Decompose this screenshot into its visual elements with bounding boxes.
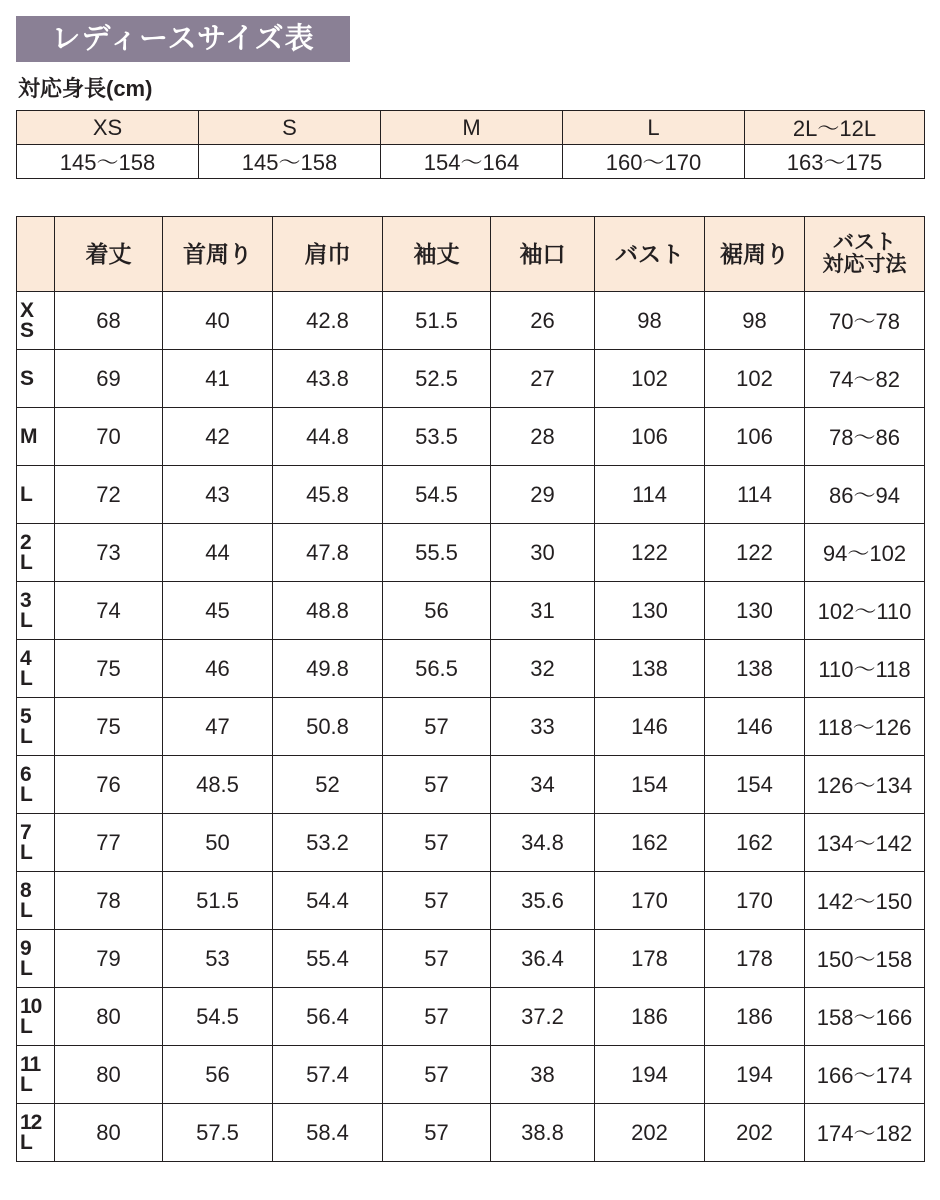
measurement-cell: 174〜182 <box>805 1104 925 1162</box>
measurement-cell: 130 <box>705 582 805 640</box>
measurement-cell: 146 <box>595 698 705 756</box>
row-header-size-label: M <box>20 424 37 448</box>
column-header-neck: 首周り <box>163 217 273 292</box>
measurement-cell: 76 <box>55 756 163 814</box>
measurement-cell: 34 <box>491 756 595 814</box>
table-row <box>17 872 925 930</box>
row-header-size <box>17 756 55 814</box>
height-range-cell: 145〜158 <box>17 145 199 179</box>
table-row <box>17 466 925 524</box>
measurements-header-row <box>17 217 925 292</box>
table-row <box>17 1046 925 1104</box>
measurement-cell: 47.8 <box>273 524 383 582</box>
measurement-cell: 44.8 <box>273 408 383 466</box>
measurement-cell: 98 <box>595 292 705 350</box>
row-header-size-label: 8 L <box>20 878 32 922</box>
measurement-cell: 170 <box>705 872 805 930</box>
measurement-cell: 50.8 <box>273 698 383 756</box>
measurement-cell: 41 <box>163 350 273 408</box>
measurement-cell: 57 <box>383 756 491 814</box>
measurement-cell: 74〜82 <box>805 350 925 408</box>
measurement-cell: 55.4 <box>273 930 383 988</box>
table-row <box>17 640 925 698</box>
measurement-cell: 57 <box>383 988 491 1046</box>
measurement-cell: 80 <box>55 1046 163 1104</box>
measurements-body <box>17 292 925 1162</box>
measurement-cell: 56 <box>383 582 491 640</box>
height-range-cell: 160〜170 <box>563 145 745 179</box>
measurement-cell: 56.5 <box>383 640 491 698</box>
measurement-cell: 45 <box>163 582 273 640</box>
measurement-cell: 57 <box>383 814 491 872</box>
row-header-size <box>17 930 55 988</box>
measurement-cell: 73 <box>55 524 163 582</box>
column-header-bust-fit-line1: バスト <box>833 230 896 254</box>
height-size-header: XS <box>17 111 199 145</box>
measurement-cell: 98 <box>705 292 805 350</box>
measurement-cell: 194 <box>595 1046 705 1104</box>
table-row <box>17 756 925 814</box>
measurement-cell: 30 <box>491 524 595 582</box>
row-header-size <box>17 292 55 350</box>
row-header-size-label: 4 L <box>20 646 32 690</box>
measurement-cell: 134〜142 <box>805 814 925 872</box>
column-header-cuff: 袖口 <box>491 217 595 292</box>
measurement-cell: 43.8 <box>273 350 383 408</box>
row-header-size <box>17 698 55 756</box>
measurement-cell: 44 <box>163 524 273 582</box>
height-range-cell: 163〜175 <box>745 145 925 179</box>
measurement-cell: 78〜86 <box>805 408 925 466</box>
measurement-cell: 35.6 <box>491 872 595 930</box>
measurement-cell: 80 <box>55 988 163 1046</box>
measurement-cell: 166〜174 <box>805 1046 925 1104</box>
measurement-cell: 56.4 <box>273 988 383 1046</box>
measurement-cell: 38 <box>491 1046 595 1104</box>
measurement-cell: 162 <box>705 814 805 872</box>
height-size-header: M <box>381 111 563 145</box>
measurement-cell: 26 <box>491 292 595 350</box>
measurement-cell: 28 <box>491 408 595 466</box>
measurement-cell: 154 <box>595 756 705 814</box>
height-table-row <box>17 145 925 179</box>
row-header-size-label: S <box>20 366 34 390</box>
table-row <box>17 1104 925 1162</box>
column-header-hem: 裾周り <box>705 217 805 292</box>
measurement-cell: 70〜78 <box>805 292 925 350</box>
table-row <box>17 292 925 350</box>
row-header-size <box>17 872 55 930</box>
measurement-cell: 154 <box>705 756 805 814</box>
table-row <box>17 814 925 872</box>
measurement-cell: 43 <box>163 466 273 524</box>
measurement-cell: 126〜134 <box>805 756 925 814</box>
measurement-cell: 57.4 <box>273 1046 383 1104</box>
measurement-cell: 106 <box>705 408 805 466</box>
measurement-cell: 57 <box>383 1104 491 1162</box>
measurement-cell: 186 <box>705 988 805 1046</box>
measurement-cell: 51.5 <box>383 292 491 350</box>
measurement-cell: 178 <box>595 930 705 988</box>
row-header-size-label: 7 L <box>20 820 32 864</box>
measurement-cell: 42.8 <box>273 292 383 350</box>
measurement-cell: 102 <box>705 350 805 408</box>
row-header-size <box>17 640 55 698</box>
measurement-cell: 53 <box>163 930 273 988</box>
measurement-cell: 58.4 <box>273 1104 383 1162</box>
row-header-size-label: 9 L <box>20 936 32 980</box>
row-header-size <box>17 1046 55 1104</box>
measurement-cell: 49.8 <box>273 640 383 698</box>
measurement-cell: 55.5 <box>383 524 491 582</box>
measurement-cell: 194 <box>705 1046 805 1104</box>
column-header-bust-fit <box>805 217 925 292</box>
measurement-cell: 146 <box>705 698 805 756</box>
measurement-cell: 102〜110 <box>805 582 925 640</box>
measurement-cell: 138 <box>705 640 805 698</box>
measurement-cell: 114 <box>705 466 805 524</box>
row-header-size <box>17 1104 55 1162</box>
measurement-cell: 74 <box>55 582 163 640</box>
measurement-cell: 118〜126 <box>805 698 925 756</box>
measurement-cell: 70 <box>55 408 163 466</box>
table-row <box>17 350 925 408</box>
row-header-size <box>17 466 55 524</box>
row-header-size-label: L <box>20 482 32 506</box>
measurements-table <box>16 216 925 1162</box>
table-row <box>17 698 925 756</box>
measurement-cell: 54.5 <box>383 466 491 524</box>
row-header-size-label: X S <box>20 298 34 342</box>
measurement-cell: 72 <box>55 466 163 524</box>
measurement-cell: 47 <box>163 698 273 756</box>
measurement-cell: 150〜158 <box>805 930 925 988</box>
column-header-shoulder: 肩巾 <box>273 217 383 292</box>
measurement-cell: 31 <box>491 582 595 640</box>
measurement-cell: 51.5 <box>163 872 273 930</box>
measurement-cell: 57 <box>383 698 491 756</box>
row-header-size <box>17 988 55 1046</box>
measurement-cell: 56 <box>163 1046 273 1104</box>
table-row <box>17 408 925 466</box>
measurement-cell: 130 <box>595 582 705 640</box>
measurement-cell: 202 <box>595 1104 705 1162</box>
measurement-cell: 57 <box>383 930 491 988</box>
measurement-cell: 94〜102 <box>805 524 925 582</box>
measurement-cell: 46 <box>163 640 273 698</box>
column-header-bust-fit-line2: 対応寸法 <box>822 253 907 276</box>
height-size-header: 2L〜12L <box>745 111 925 145</box>
row-header-size <box>17 814 55 872</box>
measurement-cell: 80 <box>55 1104 163 1162</box>
row-header-size-label: 11 L <box>20 1052 41 1096</box>
measurement-cell: 48.5 <box>163 756 273 814</box>
measurement-cell: 42 <box>163 408 273 466</box>
measurement-cell: 75 <box>55 698 163 756</box>
measurement-cell: 86〜94 <box>805 466 925 524</box>
measurement-cell: 53.5 <box>383 408 491 466</box>
measurement-cell: 202 <box>705 1104 805 1162</box>
measurement-cell: 68 <box>55 292 163 350</box>
measurement-cell: 54.5 <box>163 988 273 1046</box>
measurement-cell: 32 <box>491 640 595 698</box>
measurement-cell: 106 <box>595 408 705 466</box>
measurement-cell: 33 <box>491 698 595 756</box>
measurement-cell: 45.8 <box>273 466 383 524</box>
measurement-cell: 34.8 <box>491 814 595 872</box>
measurement-cell: 142〜150 <box>805 872 925 930</box>
height-size-header: S <box>199 111 381 145</box>
measurement-cell: 40 <box>163 292 273 350</box>
measurement-cell: 50 <box>163 814 273 872</box>
measurement-cell: 186 <box>595 988 705 1046</box>
measurement-cell: 78 <box>55 872 163 930</box>
measurement-cell: 122 <box>595 524 705 582</box>
measurement-cell: 69 <box>55 350 163 408</box>
row-header-size <box>17 350 55 408</box>
measurement-cell: 178 <box>705 930 805 988</box>
height-table <box>16 110 925 179</box>
table-row <box>17 988 925 1046</box>
measurement-cell: 114 <box>595 466 705 524</box>
height-table-header-row <box>17 111 925 145</box>
measurement-cell: 29 <box>491 466 595 524</box>
measurement-cell: 52 <box>273 756 383 814</box>
height-size-header: L <box>563 111 745 145</box>
measurement-cell: 75 <box>55 640 163 698</box>
measurement-cell: 110〜118 <box>805 640 925 698</box>
table-row <box>17 582 925 640</box>
table-row <box>17 930 925 988</box>
row-header-size <box>17 582 55 640</box>
row-header-size <box>17 408 55 466</box>
height-section-heading: 対応身長(cm) <box>18 76 153 101</box>
measurement-cell: 170 <box>595 872 705 930</box>
height-range-cell: 154〜164 <box>381 145 563 179</box>
title-banner <box>16 16 350 62</box>
column-header-length: 着丈 <box>55 217 163 292</box>
measurement-cell: 162 <box>595 814 705 872</box>
row-header-size-label: 5 L <box>20 704 32 748</box>
row-header-size-label: 2 L <box>20 530 32 574</box>
measurement-cell: 57.5 <box>163 1104 273 1162</box>
measurement-cell: 53.2 <box>273 814 383 872</box>
row-header-size-label: 6 L <box>20 762 32 806</box>
measurement-cell: 102 <box>595 350 705 408</box>
measurement-cell: 79 <box>55 930 163 988</box>
measurement-cell: 57 <box>383 1046 491 1104</box>
column-header-bust: バスト <box>595 217 705 292</box>
measurement-cell: 27 <box>491 350 595 408</box>
measurement-cell: 37.2 <box>491 988 595 1046</box>
height-range-cell: 145〜158 <box>199 145 381 179</box>
row-header-size-label: 10 L <box>20 994 42 1038</box>
page-title: レディースサイズ表 <box>51 22 315 55</box>
measurement-cell: 36.4 <box>491 930 595 988</box>
table-row <box>17 524 925 582</box>
row-header-size-label: 12 L <box>20 1110 42 1154</box>
row-header-size-label: 3 L <box>20 588 32 632</box>
measurement-cell: 122 <box>705 524 805 582</box>
measurement-cell: 48.8 <box>273 582 383 640</box>
measurement-cell: 158〜166 <box>805 988 925 1046</box>
column-header-sleeve-length: 袖丈 <box>383 217 491 292</box>
measurement-cell: 38.8 <box>491 1104 595 1162</box>
row-header-size <box>17 524 55 582</box>
measurement-cell: 54.4 <box>273 872 383 930</box>
measurement-cell: 77 <box>55 814 163 872</box>
measurement-cell: 57 <box>383 872 491 930</box>
measurements-corner-cell <box>17 217 55 292</box>
measurement-cell: 138 <box>595 640 705 698</box>
measurement-cell: 52.5 <box>383 350 491 408</box>
